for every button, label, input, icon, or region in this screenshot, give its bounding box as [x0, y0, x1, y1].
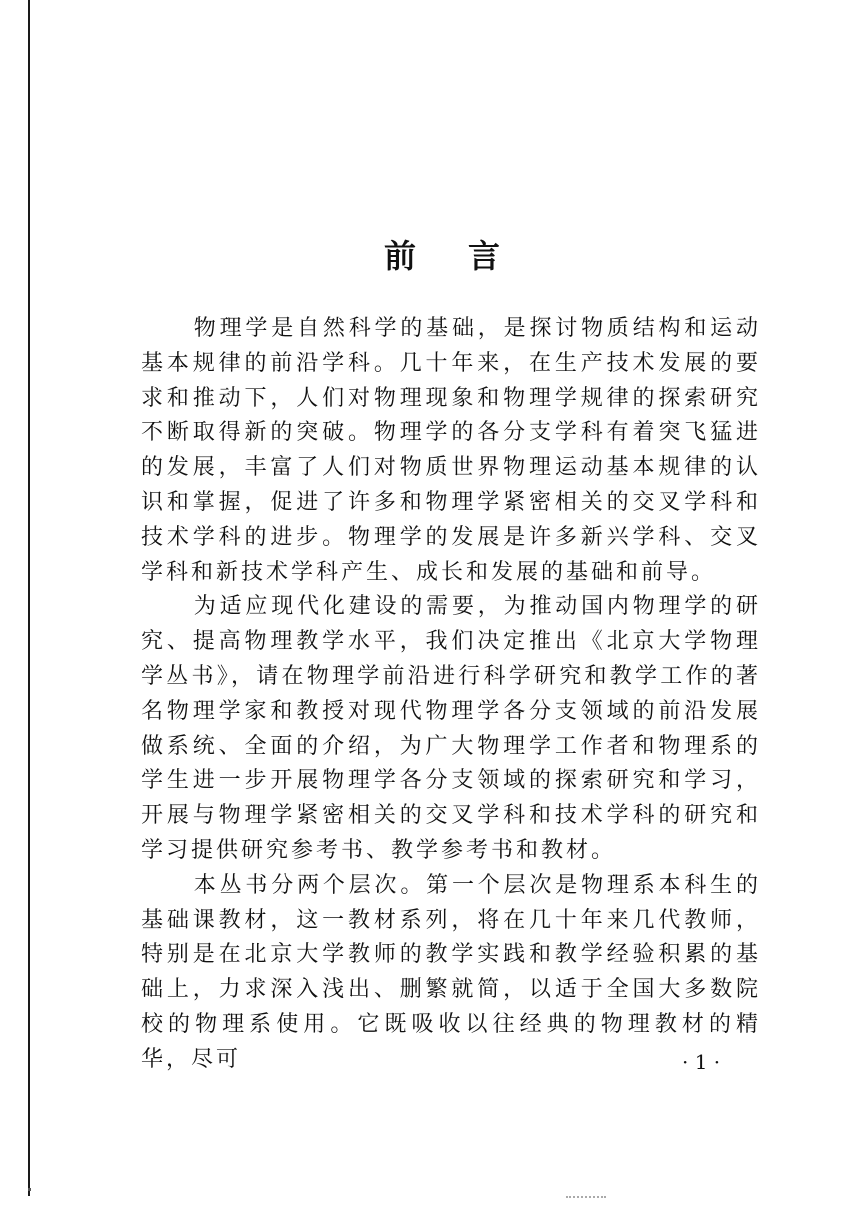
page-number: · 1 ·	[682, 1050, 721, 1074]
page-title: 前言	[384, 237, 553, 275]
body-text	[141, 312, 761, 1078]
binding-edge-line	[28, 0, 30, 1196]
binding-edge-mark	[28, 1188, 31, 1191]
scan-smudge	[566, 1196, 606, 1201]
paragraph-3: 本丛书分两个层次。第一个层次是物理系本科生的基础课教材，这一教材系列，将在几十年来几代教师，特别是在北京大学教师的教学实践和教学经验积累的基础上，力求深入浅出、删繁就简，以适于全国大多数院校的物理系使用。它既吸收以往经典的物理教材的精华，尽可	[141, 872, 761, 1072]
paragraph-2: 为适应现代化建设的需要，为推动国内物理学的研究、提高物理教学水平，我们决定推出《北京大学物理学丛书》，请在物理学前沿进行科学研究和教学工作的著名物理学家和教授对现代物理学各分支领域的前沿发展做系统、全面的介绍，为广大物理学工作者和物理系的学生进一步开展物理学各分支领域的探索研究和学习，开展与物理学紧密相关的交叉学科和技术学科的研究和学习提供研究参考书、教学参考书和教材。	[141, 594, 761, 863]
paragraph-1: 物理学是自然科学的基础，是探讨物质结构和运动基本规律的前沿学科。几十年来，在生产技术发展的要求和推动下，人们对物理现象和物理学规律的探索研究不断取得新的突破。物理学的各分支学科有着突飞猛进的发展，丰富了人们对物质世界物理运动基本规律的认识和掌握，促进了许多和物理学紧密相关的交叉学科和技术学科的进步。物理学的发展是许多新兴学科、交叉学科和新技术学科产生、成长和发展的基础和前导。	[141, 316, 761, 585]
